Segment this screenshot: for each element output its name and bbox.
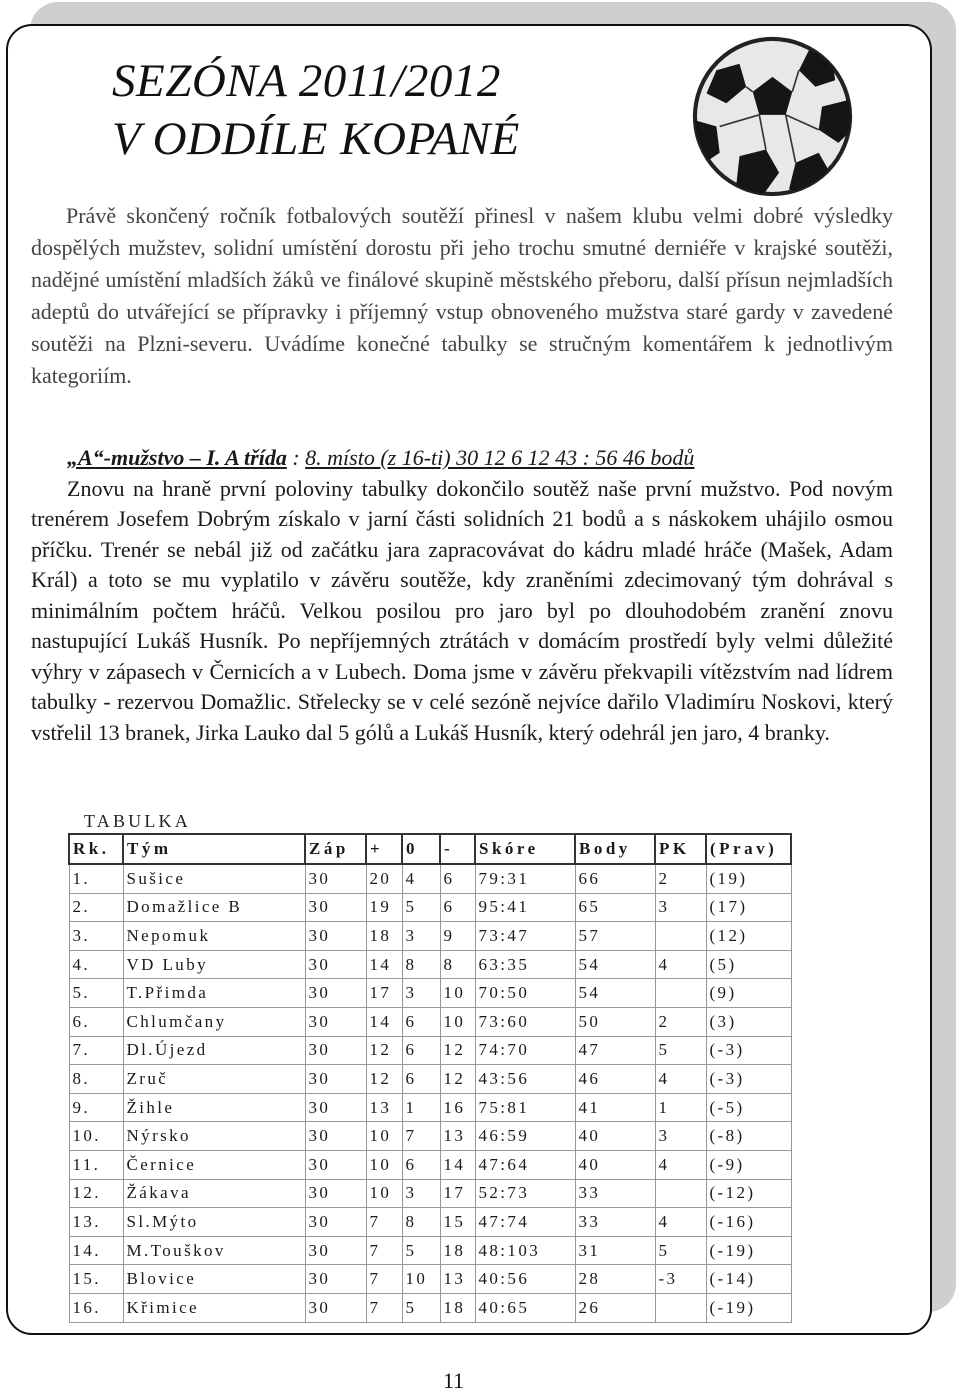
cell-score: 63:35 (475, 950, 575, 979)
cell-wins: 14 (366, 1007, 402, 1036)
section-result: 8. místo (z 16-ti) 30 12 6 12 43 : 56 46 bodů (305, 445, 695, 470)
cell-score: 74:70 (475, 1036, 575, 1065)
cell-played: 30 (305, 1065, 366, 1094)
cell-score: 46:59 (475, 1122, 575, 1151)
cell-rank: 1. (69, 864, 123, 893)
cell-prav: (-14) (706, 1265, 791, 1294)
cell-draws: 6 (402, 1150, 440, 1179)
cell-losses: 16 (440, 1093, 475, 1122)
cell-prav: (-3) (706, 1036, 791, 1065)
cell-draws: 6 (402, 1007, 440, 1036)
cell-prav: (19) (706, 864, 791, 893)
cell-played: 30 (305, 1122, 366, 1151)
cell-team: Žákava (123, 1179, 305, 1208)
cell-score: 73:60 (475, 1007, 575, 1036)
cell-team: Dl.Újezd (123, 1036, 305, 1065)
cell-losses: 6 (440, 893, 475, 922)
cell-draws: 10 (402, 1265, 440, 1294)
table-header-row (69, 834, 791, 864)
cell-prav: (5) (706, 950, 791, 979)
cell-rank: 9. (69, 1093, 123, 1122)
cell-points: 54 (575, 950, 655, 979)
cell-played: 30 (305, 893, 366, 922)
cell-score: 75:81 (475, 1093, 575, 1122)
cell-team: Sl.Mýto (123, 1208, 305, 1237)
cell-losses: 13 (440, 1265, 475, 1294)
cell-rank: 14. (69, 1236, 123, 1265)
cell-points: 33 (575, 1208, 655, 1237)
cell-score: 40:56 (475, 1265, 575, 1294)
section-team: „A“-mužstvo – I. A třída (67, 445, 287, 470)
cell-losses: 17 (440, 1179, 475, 1208)
cell-losses: 6 (440, 864, 475, 893)
cell-wins: 7 (366, 1236, 402, 1265)
cell-team: Chlumčany (123, 1007, 305, 1036)
cell-pk: 2 (655, 864, 706, 893)
cell-losses: 10 (440, 979, 475, 1008)
cell-prav: (-5) (706, 1093, 791, 1122)
cell-points: 40 (575, 1150, 655, 1179)
cell-points: 46 (575, 1065, 655, 1094)
table-row (69, 922, 791, 951)
cell-points: 41 (575, 1093, 655, 1122)
cell-played: 30 (305, 979, 366, 1008)
section-heading (67, 443, 893, 474)
cell-played: 30 (305, 1208, 366, 1237)
cell-pk: 2 (655, 1007, 706, 1036)
table-row (69, 1179, 791, 1208)
cell-points: 54 (575, 979, 655, 1008)
cell-draws: 3 (402, 922, 440, 951)
section-body: Znovu na hraně první poloviny tabulky dokončilo soutěž naše první mužstvo. Pod novým trenérem Josefem Dobrým získalo v jarní části solidních 21 bodů a s náskokem uhájilo osmou příčku. Trenér se nebál již od začátku jara zapracovávat do kádru mladé hráče (Mašek, Adam Král) a toto se mu vyplatilo v závěru soutěže, kdy zraněními zdecimovaný tým dohrával s minimálním počtem hráčů. Velkou posilou pro jaro byl po dlouhodobém zranění znovu nastupující Lukáš Husník. Po nepříjemných ztrátách v domácím prostředí byly velmi důležité výhry v zápasech v Černicích a v Lubech. Doma jsme v závěru překvapili vítězstvím nad lídrem tabulky - rezervou Domažlic. Střelecky se v celé sezóně nejvíce dařilo Vladimíru Noskovi, který vstřelil 13 branek, Jirka Lauko dal 5 gólů a Lukáš Husník, který odehrál jen jaro, 4 branky. (31, 475, 893, 745)
table-row (69, 979, 791, 1008)
cell-score: 48:103 (475, 1236, 575, 1265)
cell-pk: 3 (655, 893, 706, 922)
cell-prav: (-12) (706, 1179, 791, 1208)
cell-draws: 6 (402, 1036, 440, 1065)
cell-wins: 12 (366, 1065, 402, 1094)
cell-score: 95:41 (475, 893, 575, 922)
cell-played: 30 (305, 1007, 366, 1036)
cell-played: 30 (305, 1236, 366, 1265)
cell-wins: 10 (366, 1179, 402, 1208)
cell-prav: (-3) (706, 1065, 791, 1094)
cell-rank: 16. (69, 1293, 123, 1322)
cell-wins: 7 (366, 1265, 402, 1294)
cell-team: Nepomuk (123, 922, 305, 951)
header-rank: Rk. (69, 834, 123, 864)
cell-points: 40 (575, 1122, 655, 1151)
cell-score: 73:47 (475, 922, 575, 951)
title-line-1: SEZÓNA 2011/2012 (112, 55, 501, 107)
standings-table (68, 833, 792, 1323)
cell-wins: 7 (366, 1208, 402, 1237)
cell-pk: 5 (655, 1036, 706, 1065)
page-title (112, 52, 520, 168)
table-row (69, 1208, 791, 1237)
cell-pk: -3 (655, 1265, 706, 1294)
section-separator: : (286, 445, 306, 470)
cell-pk: 4 (655, 1065, 706, 1094)
cell-points: 50 (575, 1007, 655, 1036)
cell-pk (655, 1179, 706, 1208)
cell-rank: 4. (69, 950, 123, 979)
cell-rank: 5. (69, 979, 123, 1008)
cell-score: 40:65 (475, 1293, 575, 1322)
cell-points: 65 (575, 893, 655, 922)
cell-team: Nýrsko (123, 1122, 305, 1151)
cell-losses: 8 (440, 950, 475, 979)
section-a-team (31, 443, 893, 748)
cell-wins: 10 (366, 1122, 402, 1151)
cell-rank: 2. (69, 893, 123, 922)
cell-pk: 4 (655, 950, 706, 979)
cell-losses: 18 (440, 1236, 475, 1265)
cell-rank: 3. (69, 922, 123, 951)
cell-losses: 12 (440, 1036, 475, 1065)
header-wins: + (366, 834, 402, 864)
intro-paragraph: Právě skončený ročník fotbalových soutěží přinesl v našem klubu velmi dobré výsledky dospělých mužstev, solidní umístění dorostu při jeho trochu smutné derniéře v krajské soutěži, nadějné umístění mladších žáků ve finálové skupině městského přeboru, další přísun nejmladších adeptů do utvářející se přípravky i příjemný vstup obnoveného mužstva staré gardy v zavedené soutěži na Plzni-severu. Uvádíme konečné tabulky se stručným komentářem k jednotlivým kategoriím. (31, 203, 893, 388)
header-played: Záp (305, 834, 366, 864)
cell-team: Žihle (123, 1093, 305, 1122)
cell-draws: 1 (402, 1093, 440, 1122)
cell-wins: 14 (366, 950, 402, 979)
cell-draws: 3 (402, 979, 440, 1008)
cell-played: 30 (305, 950, 366, 979)
cell-team: Domažlice B (123, 893, 305, 922)
cell-losses: 18 (440, 1293, 475, 1322)
cell-wins: 19 (366, 893, 402, 922)
cell-played: 30 (305, 922, 366, 951)
cell-pk: 4 (655, 1208, 706, 1237)
cell-prav: (-19) (706, 1236, 791, 1265)
cell-rank: 6. (69, 1007, 123, 1036)
cell-draws: 8 (402, 950, 440, 979)
cell-rank: 12. (69, 1179, 123, 1208)
cell-points: 28 (575, 1265, 655, 1294)
cell-score: 47:64 (475, 1150, 575, 1179)
cell-score: 79:31 (475, 864, 575, 893)
cell-losses: 15 (440, 1208, 475, 1237)
cell-prav: (12) (706, 922, 791, 951)
page-number: 11 (443, 1368, 465, 1393)
table-label: TABULKA (84, 811, 191, 831)
cell-draws: 4 (402, 864, 440, 893)
cell-prav: (-19) (706, 1293, 791, 1322)
table-row (69, 1007, 791, 1036)
cell-score: 43:56 (475, 1065, 575, 1094)
cell-played: 30 (305, 1293, 366, 1322)
cell-wins: 18 (366, 922, 402, 951)
cell-points: 47 (575, 1036, 655, 1065)
table-row (69, 1122, 791, 1151)
cell-played: 30 (305, 1150, 366, 1179)
cell-draws: 7 (402, 1122, 440, 1151)
cell-score: 52:73 (475, 1179, 575, 1208)
cell-draws: 6 (402, 1065, 440, 1094)
cell-wins: 20 (366, 864, 402, 893)
header-draws: 0 (402, 834, 440, 864)
header-pk: PK (655, 834, 706, 864)
cell-team: Černice (123, 1150, 305, 1179)
table-row (69, 950, 791, 979)
cell-played: 30 (305, 1265, 366, 1294)
header-points: Body (575, 834, 655, 864)
cell-prav: (-9) (706, 1150, 791, 1179)
cell-rank: 11. (69, 1150, 123, 1179)
table-row (69, 1150, 791, 1179)
cell-rank: 7. (69, 1036, 123, 1065)
header-team: Tým (123, 834, 305, 864)
cell-wins: 13 (366, 1093, 402, 1122)
cell-points: 31 (575, 1236, 655, 1265)
cell-rank: 15. (69, 1265, 123, 1294)
header-prav: (Prav) (706, 834, 791, 864)
cell-team: T.Přimda (123, 979, 305, 1008)
table-row (69, 893, 791, 922)
cell-draws: 5 (402, 1293, 440, 1322)
cell-team: M.Touškov (123, 1236, 305, 1265)
cell-wins: 12 (366, 1036, 402, 1065)
cell-played: 30 (305, 1179, 366, 1208)
cell-rank: 10. (69, 1122, 123, 1151)
title-line-2: V ODDÍLE KOPANÉ (112, 113, 520, 165)
cell-pk: 1 (655, 1093, 706, 1122)
table-row (69, 1293, 791, 1322)
cell-points: 57 (575, 922, 655, 951)
cell-losses: 14 (440, 1150, 475, 1179)
cell-played: 30 (305, 1036, 366, 1065)
cell-losses: 9 (440, 922, 475, 951)
cell-points: 33 (575, 1179, 655, 1208)
cell-rank: 8. (69, 1065, 123, 1094)
cell-team: Blovice (123, 1265, 305, 1294)
cell-prav: (17) (706, 893, 791, 922)
table-row (69, 1065, 791, 1094)
cell-losses: 13 (440, 1122, 475, 1151)
cell-pk: 5 (655, 1236, 706, 1265)
cell-score: 47:74 (475, 1208, 575, 1237)
cell-points: 66 (575, 864, 655, 893)
table-row (69, 1093, 791, 1122)
table-row (69, 1265, 791, 1294)
cell-prav: (3) (706, 1007, 791, 1036)
header-score: Skóre (475, 834, 575, 864)
cell-played: 30 (305, 864, 366, 893)
cell-draws: 8 (402, 1208, 440, 1237)
cell-rank: 13. (69, 1208, 123, 1237)
cell-pk: 4 (655, 1150, 706, 1179)
cell-pk (655, 1293, 706, 1322)
cell-pk (655, 922, 706, 951)
soccer-ball-icon (690, 34, 855, 199)
cell-losses: 10 (440, 1007, 475, 1036)
cell-prav: (-8) (706, 1122, 791, 1151)
cell-prav: (9) (706, 979, 791, 1008)
cell-pk (655, 979, 706, 1008)
cell-wins: 17 (366, 979, 402, 1008)
cell-team: Zruč (123, 1065, 305, 1094)
cell-points: 26 (575, 1293, 655, 1322)
cell-played: 30 (305, 1093, 366, 1122)
cell-team: Sušice (123, 864, 305, 893)
cell-team: Křimice (123, 1293, 305, 1322)
header-losses: - (440, 834, 475, 864)
cell-team: VD Luby (123, 950, 305, 979)
cell-draws: 3 (402, 1179, 440, 1208)
cell-draws: 5 (402, 893, 440, 922)
cell-wins: 7 (366, 1293, 402, 1322)
cell-wins: 10 (366, 1150, 402, 1179)
cell-prav: (-16) (706, 1208, 791, 1237)
cell-losses: 12 (440, 1065, 475, 1094)
table-row (69, 1036, 791, 1065)
cell-draws: 5 (402, 1236, 440, 1265)
table-row (69, 864, 791, 893)
cell-pk: 3 (655, 1122, 706, 1151)
cell-score: 70:50 (475, 979, 575, 1008)
table-row (69, 1236, 791, 1265)
